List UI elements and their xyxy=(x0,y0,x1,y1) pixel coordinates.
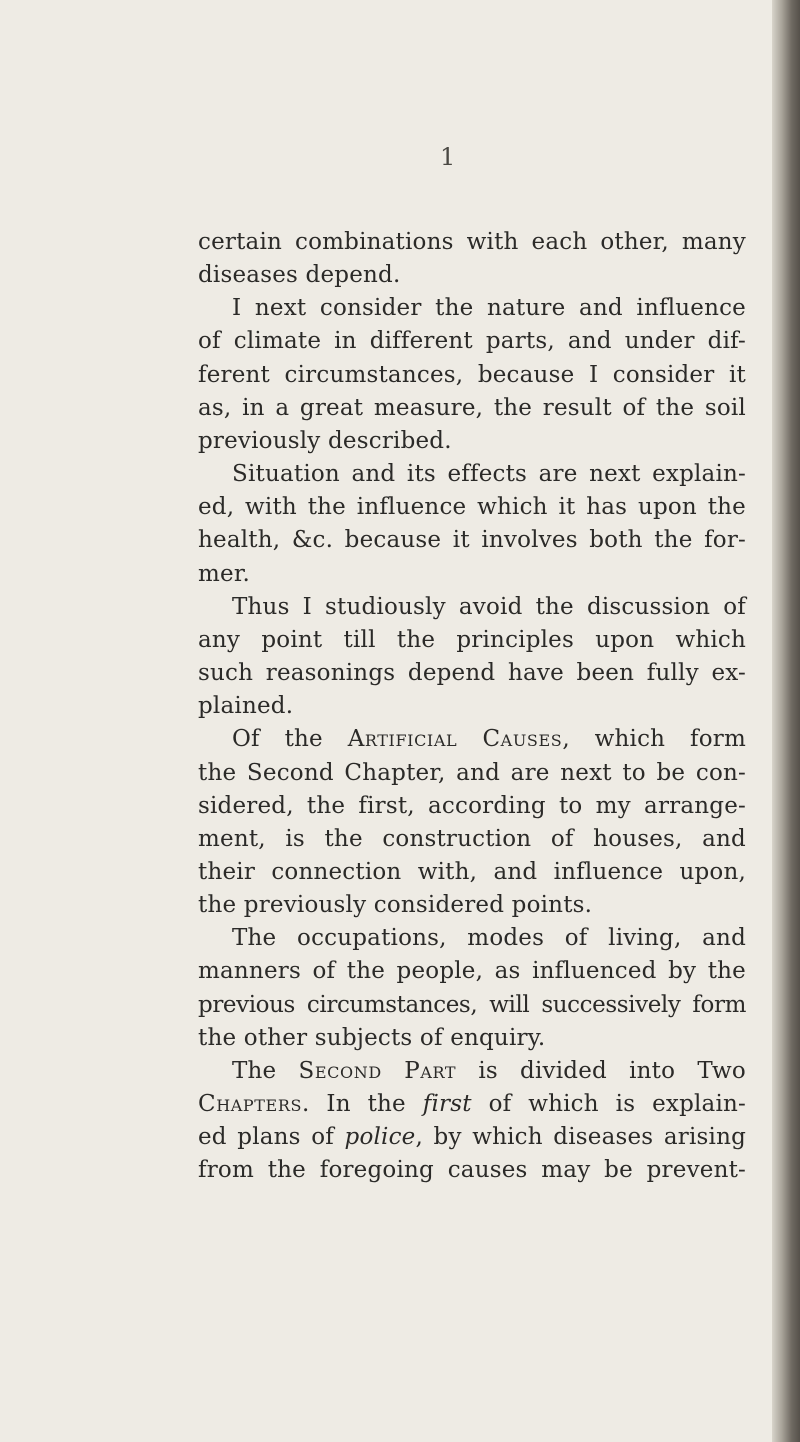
body-text xyxy=(198,226,746,1188)
text-line: their connection with, and influence upon, xyxy=(198,858,746,885)
text-line: mer. xyxy=(198,560,250,587)
text-run: . In the xyxy=(302,1091,423,1118)
text-line xyxy=(198,1055,746,1088)
text-line xyxy=(198,1121,746,1154)
text-line xyxy=(198,1088,746,1121)
small-caps-run: Artificial Causes xyxy=(347,726,563,753)
text-line xyxy=(198,723,746,756)
text-line: The occupations, modes of living, and xyxy=(232,925,746,952)
italic-run: first xyxy=(422,1091,472,1118)
text-line: plained. xyxy=(198,693,294,720)
text-line: such reasonings depend have been fully ex- xyxy=(198,660,746,687)
text-run: Of the xyxy=(232,726,348,753)
text-line: ed, with the influence which it has upon the xyxy=(198,494,746,521)
text-line: previous circumstances, will successively form xyxy=(198,991,746,1018)
text-run: , which form xyxy=(562,726,746,753)
page-binding-edge xyxy=(772,0,800,1442)
text-line: of climate in different parts, and under dif- xyxy=(198,328,746,355)
text-line: Situation and its effects are next explain- xyxy=(232,461,746,488)
text-line: the other subjects of enquiry. xyxy=(198,1024,546,1051)
text-line: the Second Chapter, and are next to be con- xyxy=(198,759,746,786)
text-run: , by which diseases arising xyxy=(415,1124,747,1151)
page-number: 1 xyxy=(440,143,456,171)
text-run: ed plans of xyxy=(198,1124,345,1151)
text-run: is divided into Two xyxy=(456,1057,746,1084)
text-line: I next consider the nature and influence xyxy=(232,295,746,322)
text-line: as, in a great measure, the result of the soil xyxy=(198,394,746,421)
text-run: The xyxy=(232,1057,299,1084)
text-line: health, &c. because it involves both the for- xyxy=(198,527,746,554)
text-line: the previously considered points. xyxy=(198,892,593,919)
text-run: of which is explain- xyxy=(471,1091,746,1118)
text-line: manners of the people, as influenced by the xyxy=(198,958,746,985)
text-line: from the foregoing causes may be prevent- xyxy=(198,1157,746,1184)
text-line: Thus I studiously avoid the discussion of xyxy=(232,593,746,620)
text-line: sidered, the first, according to my arrange- xyxy=(198,792,746,819)
text-line: previously described. xyxy=(198,427,452,454)
small-caps-run: Second Part xyxy=(298,1057,457,1084)
text-line: ferent circumstances, because I consider it xyxy=(198,361,746,388)
italic-run: police xyxy=(344,1124,416,1151)
text-line: diseases depend. xyxy=(198,262,401,289)
text-line: certain combinations with each other, many xyxy=(198,229,746,255)
text-line: ment, is the construction of houses, and xyxy=(198,825,746,852)
small-caps-run: Chapters xyxy=(198,1091,303,1118)
text-line: any point till the principles upon which xyxy=(198,626,746,653)
